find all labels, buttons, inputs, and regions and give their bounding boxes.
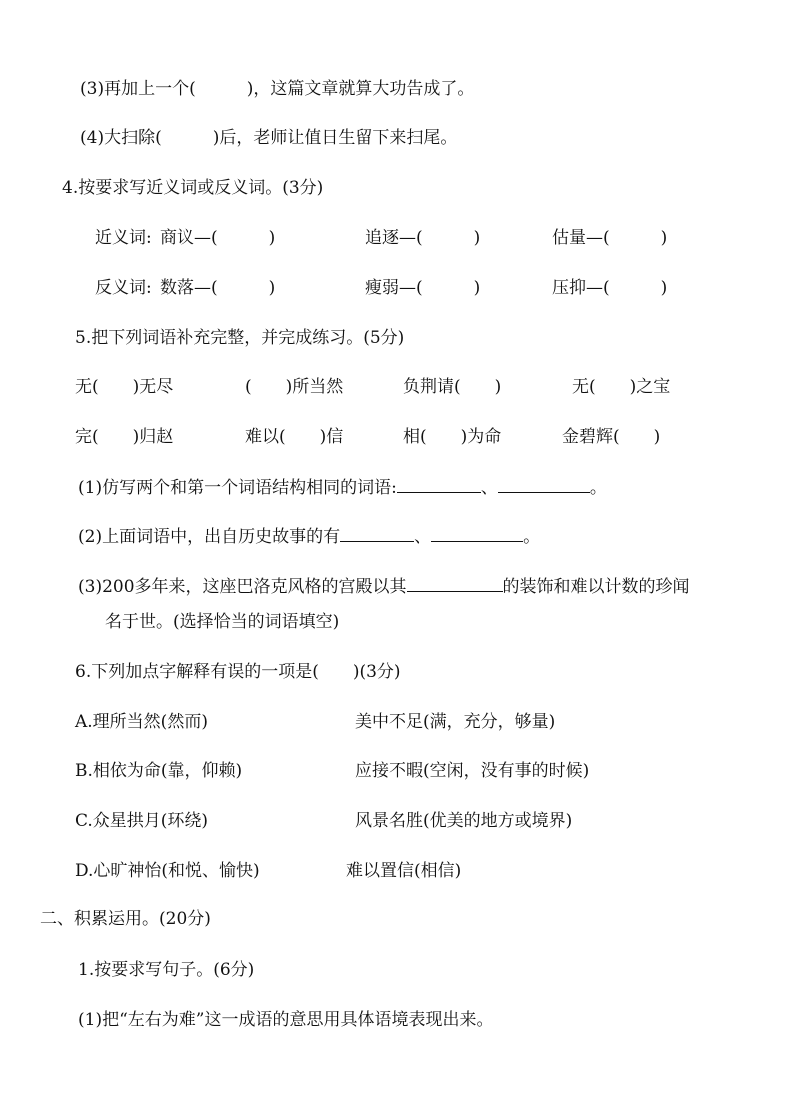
q6-title: 6.下列加点字解释有误的一项是( )(3分): [75, 662, 401, 682]
q5-idiom: 金碧辉( ): [562, 427, 661, 447]
section-2-title: 二、积累运用。(20分): [40, 909, 211, 929]
q3-sentence-3: (3)再加上一个( )，这篇文章就算大功告成了。: [80, 79, 475, 99]
q6-option-b-right: 应接不暇(空闲，没有事的时候): [355, 761, 590, 781]
q5-part-3: [78, 575, 690, 598]
q5-idiom: 无( )之宝: [572, 377, 671, 397]
q5-part-1-text: (1)仿写两个和第一个词语结构相同的词语:: [78, 478, 397, 498]
q4-title: 4.按要求写近义词或反义词。(3分): [62, 178, 324, 198]
answer-blank[interactable]: [397, 476, 481, 493]
q4-synonym-item: 商议—( ): [160, 228, 276, 248]
q5-idiom: 完( )归赵: [75, 427, 174, 447]
period: 。: [523, 527, 541, 547]
q5-idiom: ( )所当然: [245, 377, 344, 397]
q6-option-d-right: 难以置信(相信): [346, 861, 462, 881]
q6-option-b-left: B.相依为命(靠，仰赖): [75, 761, 243, 781]
q4-antonym-item: 压抑—( ): [552, 278, 668, 298]
q5-part-2-text: (2)上面词语中，出自历史故事的有: [78, 527, 341, 547]
q6-option-a-right: 美中不足(满，充分，够量): [355, 712, 556, 732]
q4-synonym-item: 追逐—( ): [365, 228, 481, 248]
answer-blank[interactable]: [498, 476, 590, 493]
q5-idiom: 相( )为命: [403, 427, 502, 447]
separator: 、: [480, 478, 498, 498]
q4-antonym-item: 瘦弱—( ): [365, 278, 481, 298]
q4-synonym-label: 近义词:: [95, 228, 152, 248]
q5-part-1: [78, 476, 607, 499]
q5-idiom: 难以( )信: [245, 427, 344, 447]
q3-sentence-4: (4)大扫除( )后，老师让值日生留下来扫尾。: [80, 128, 458, 148]
answer-blank[interactable]: [340, 525, 414, 542]
q5-part-3-text-cont: 的装饰和难以计数的珍闻: [502, 577, 690, 597]
separator: 、: [414, 527, 432, 547]
q4-antonym-label: 反义词:: [95, 278, 152, 298]
answer-blank[interactable]: [407, 575, 503, 592]
q4-antonym-item: 数落—( ): [160, 278, 276, 298]
section-2-q1-title: 1.按要求写句子。(6分): [78, 960, 255, 980]
q5-title: 5.把下列词语补充完整，并完成练习。(5分): [75, 328, 405, 348]
period: 。: [589, 478, 607, 498]
q6-option-c-left: C.众星拱月(环绕): [75, 811, 209, 831]
q6-option-a-left: A.理所当然(然而): [75, 712, 208, 732]
q5-idiom: 负荆请( ): [403, 377, 502, 397]
q5-part-3-wrap: 名于世。(选择恰当的词语填空): [105, 612, 340, 632]
answer-blank[interactable]: [431, 525, 523, 542]
section-2-q1-part-1: (1)把“左右为难”这一成语的意思用具体语境表现出来。: [78, 1010, 494, 1030]
q5-part-3-text: (3)200多年来，这座巴洛克风格的宫殿以其: [78, 577, 407, 597]
q4-synonym-item: 估量—( ): [552, 228, 668, 248]
q6-option-c-right: 风景名胜(优美的地方或境界): [355, 811, 573, 831]
q6-option-d-left: D.心旷神怡(和悦、愉快): [75, 861, 260, 881]
q5-part-2: [78, 525, 540, 548]
q5-idiom: 无( )无尽: [75, 377, 174, 397]
